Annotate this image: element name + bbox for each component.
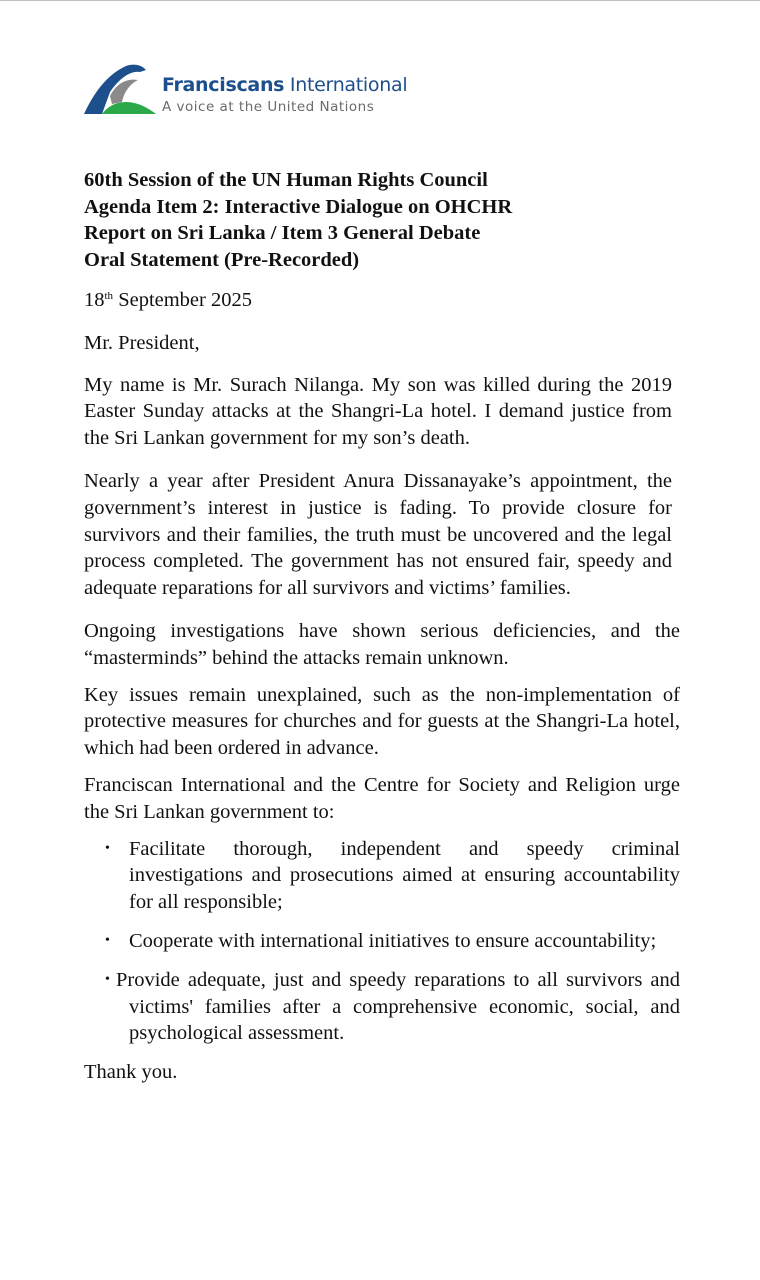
- top-divider: [0, 0, 760, 1]
- heading-line: Agenda Item 2: Interactive Dialogue on OHCHR: [84, 195, 513, 218]
- heading-line: Oral Statement (Pre-Recorded): [84, 249, 360, 272]
- paragraph: Franciscan International and the Centre for Society and Religion urge the Sri Lankan government to:: [84, 773, 680, 823]
- statement-heading: [84, 167, 512, 274]
- paragraph: My name is Mr. Surach Nilanga. My son was killed during the 2019 Easter Sunday attacks at the Shangri-La hotel. I demand justice from the Sri Lankan government for my son’s death.: [84, 373, 672, 450]
- logo-emblem-icon: [82, 62, 158, 118]
- bullet-icon: •: [105, 971, 110, 987]
- list-item: • Provide adequate, just and speedy reparations to all survivors and victims' families after a comprehensive economic, social, and psychological assessment.: [105, 968, 680, 1045]
- closing-line: Thank you.: [84, 1061, 178, 1084]
- paragraph: Nearly a year after President Anura Dissanayake’s appointment, the government’s interest in justice is fading. To provide closure for survivors and their families, the truth must be uncovered and the legal process completed. The government has not ensured fair, speedy and adequate reparations for all survivors and victims’ families.: [84, 469, 672, 600]
- bullet-icon: •: [105, 932, 110, 948]
- salutation: Mr. President,: [84, 331, 200, 354]
- list-item: • Cooperate with international initiatives to ensure accountability;: [84, 928, 680, 955]
- logo-wordmark: Franciscans International: [162, 74, 408, 96]
- heading-line: Report on Sri Lanka / Item 3 General Debate: [84, 222, 481, 245]
- franciscans-international-logo: [82, 62, 412, 120]
- statement-body: [84, 287, 680, 1086]
- paragraph: Key issues remain unexplained, such as the non-implementation of protective measures for churches and for guests at the Shangri-La hotel, which had been ordered in advance.: [84, 683, 680, 760]
- paragraph: Ongoing investigations have shown serious deficiencies, and the “masterminds” behind the attacks remain unknown.: [84, 619, 680, 669]
- statement-date: 18th September 2025: [84, 289, 252, 311]
- logo-tagline: A voice at the United Nations: [162, 99, 375, 115]
- heading-line: 60th Session of the UN Human Rights Council: [84, 169, 488, 191]
- demands-list: [84, 836, 680, 1048]
- list-item: • Facilitate thorough, independent and speedy criminal investigations and prosecutions aimed at ensuring accountability for all responsible;: [105, 837, 680, 914]
- bullet-icon: •: [105, 840, 110, 856]
